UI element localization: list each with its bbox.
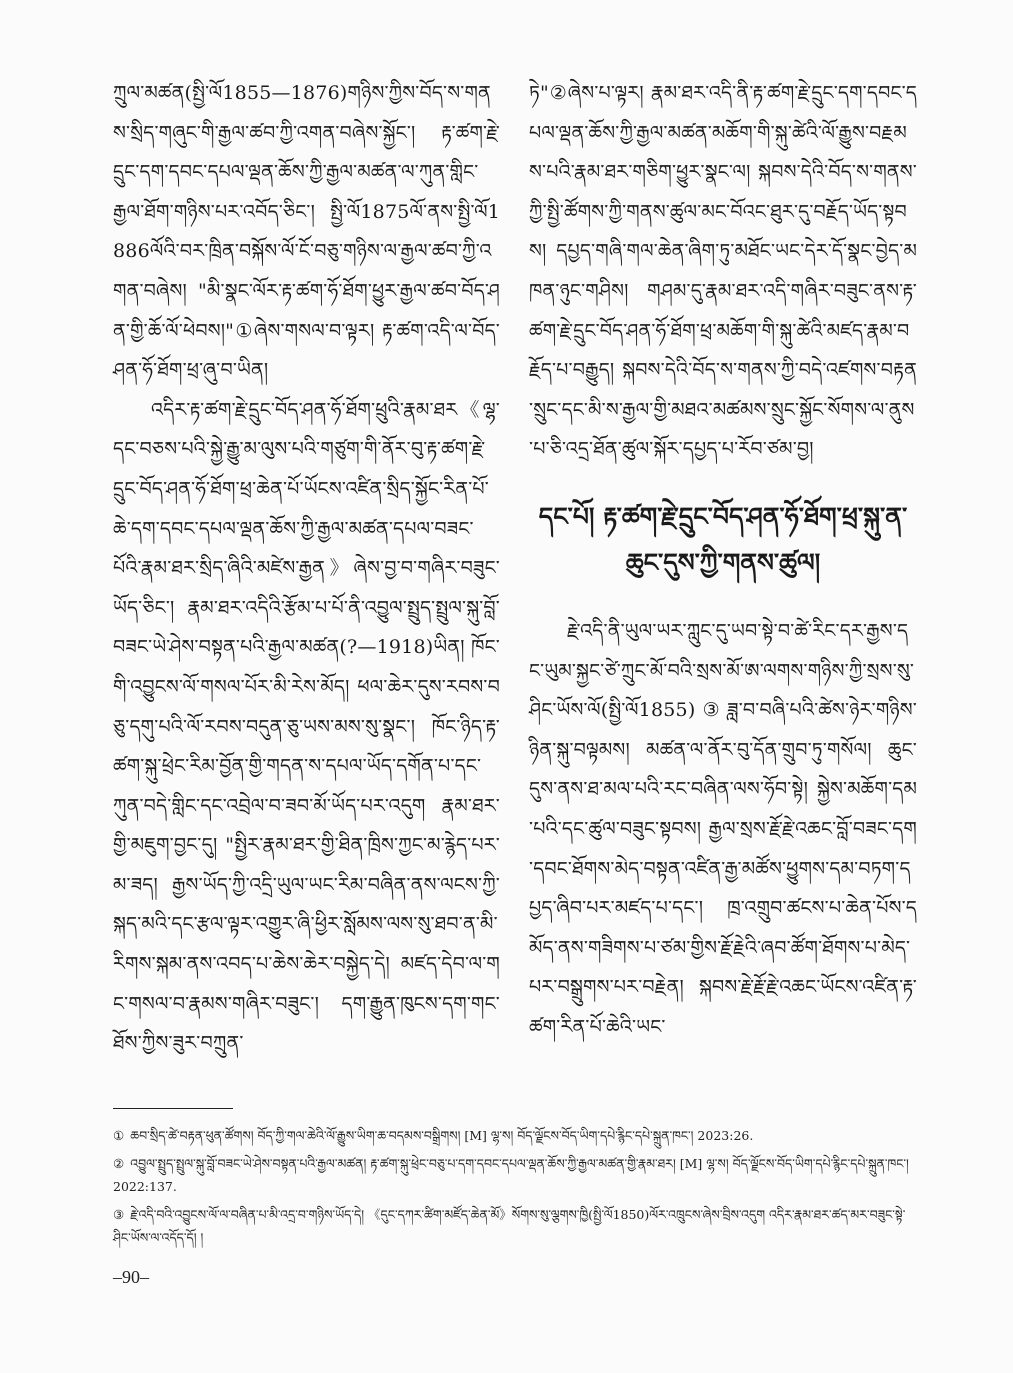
section-heading: དང་པོ། རྟ་ཚག་རྗེ་དྲུང་བོད་ཤན་ཧོ་ཐོག་ཕྲ་སྐུ་ན་ཆུང་དུས་ཀྱི་གནས་ཚུལ། [538,501,908,577]
right-paragraph-2: རྗེ་འདི་ནི་ཡུལ་ཡར་ཀླུང་དུ་ཡབ་སྟེ་བ་ཚེ་རིང་དར་རྒྱས་དང་ཡུམ་སྐྱང་ཙེ་ཀྲུང་མོ་བའི་སྲས་མོ་ཨ་ལགས་གཉིས་ཀྱི་སྲས་སུ་ཤིང་ཡོས་ལོ(སྤྱི་ལོ1855)③ཟླ་བ་བཞི་པའི་ཚེས་ཉེར་གཉིས་ཉིན་སྐུ་བལྟམས། མཚན་ལ་ནོར་བུ་དོན་གྲུབ་ཏུ་གསོལ། ཆུང་དུས་ནས་ཐ་མལ་པའི་རང་བཞིན་ལས་ཧོབ་སྟེ། སྐྱེས་མཆོག་དམ་པའི་དང་ཚུལ་བཟུང་སྟབས། རྒྱལ་སྲས་རྗོ་རྗེ་འཆང་བློ་བཟང་དག་དབང་ཐོགས་མེད་བསྟན་འཛིན་རྒྱ་མཚོས་ཕྱུགས་དམ་བཏག་དཔྱད་ཞིབ་པར་མཛད་པ་དང་། ཁྲ་འགྲུབ་ཚངས་པ་ཆེན་པོས་དམོད་ནས་གཟིགས་པ་ཙམ་གྱིས་རྗོ་རྗེའི་ཞབ་ཚོག་ཐོགས་པ་མེད་པར་བསྒྲུགས་པར་བརྗེན། སྐབས་རྗེ་རྗོ་རྗེ་འཆང་ཡོངས་འཛིན་རྟ་ཚག་རིན་པོ་ཆེའི་ཡང་ [529,619,917,1038]
footnote-3 [113,1203,918,1249]
footnote-3-text: རྗེ་འདི་བའི་འབྱུངས་ལོ་ལ་བཞིན་པ་མི་འདྲ་བ་གཉིས་ཡོད་དེ། 《དུང་དཀར་ཚིག་མཛོད་ཆེན་མོ》སོགས་སུ་ལྕགས་ཁྱི(སྤྱི་ལོ1850)ལོར་འཁྲུངས་ཞེས་བྲིས་འདུག འདིར་རྣམ་ཐར་ཚད་མར་བཟུང་སྟེ་ཤིང་ཡོས་ལ་འདོད་དོ། ། [113,1207,906,1245]
left-column [113,74,500,1064]
footnote-3-number: ③ [113,1207,125,1222]
footnote-2-text: འབྱུལ་སྤྲུད་སྤྲུལ་སྐུ་བློ་བཟང་ཡེ་ཤེས་བསྟན་པའི་རྒྱལ་མཚན། རྟ་ཚག་སྐུ་ཕྲེང་བཅུ་པ་དག་དབང་དཔལ་ལྡན་ཆོས་ཀྱི་རྒྱལ་མཚན་གྱི་རྣམ་ཐར། [M] ལྷ་ས། བོད་ལྗོངས་བོད་ཡིག་དཔེ་རྙིང་དཔེ་སྐྲུན་ཁང་། 2022:137. [113,1156,909,1194]
right-paragraph-1: ཏེ"②ཞེས་པ་ལྟར། རྣམ་ཐར་འདི་ནི་རྟ་ཚག་རྗེ་དྲུང་དག་དབང་དཔལ་ལྡན་ཆོས་ཀྱི་རྒྱལ་མཚན་མཆོག་གི་སྐུ་ཚེའི་ལོ་རྒྱུས་བརྗམས་པའི་རྣམ་ཐར་གཅིག་ཕྱུར་སྣང་ལ། སྐབས་དེའི་བོད་ས་གནས་ཀྱི་སྤྱི་ཚོགས་ཀྱི་གནས་ཚུལ་མང་བོའང་ཐུར་དུ་བརྗོད་ཡོད་སྟབས། དཔྱད་གཞི་གལ་ཆེན་ཞིག་ཏུ་མཐོང་ཡང་དེར་དོ་སྣང་བྱེད་མཁན་ཉུང་གཤིས། གཤམ་དུ་རྣམ་ཐར་འདི་གཞིར་བཟུང་ནས་རྟ་ཚག་རྗེ་དྲུང་བོད་ཤན་ཧོ་ཐོག་ཕྲ་མཆོག་གི་སྐུ་ཚེའི་མཛད་རྣམ་བརྗོད་པ་བརྒྱུད། སྐབས་དེའི་བོད་ས་གནས་ཀྱི་བདེ་འཛགས་བརྟན་སྲུང་དང་མི་ས་རྒྱལ་གྱི་མཐའ་མཚམས་སྲུང་སྐྱོང་སོགས་ལ་ནུས་པ་ཅི་འདྲ་ཐོན་ཚུལ་སྐོར་དཔྱད་པ་རོབ་ཙམ་བྱ། [529,82,917,461]
page-number: –90– [113,1267,149,1287]
left-paragraph-1: ཀྲུལ་མཚན(སྤྱི་ལོ1855—1876)གཉིས་ཀྱིས་བོད་ས་གནས་སྲིད་གཞུང་གི་རྒྱལ་ཚབ་ཀྱི་འགན་བཞེས་སྐྱོང་། རྟ་ཚག་རྗེ་དྲུང་དག་དབང་དཔལ་ལྡན་ཆོས་ཀྱི་རྒྱལ་མཚན་ལ་ཀུན་གླིང་རྒྱལ་ཐོག་གཉིས་པར་འབོད་ཅིང་། སྤྱི་ལོ1875ལོ་ནས་སྤྱི་ལོ1886ལོའི་བར་ཁྲིན་བསྐོས་ལོ་ངོ་བཅུ་གཉིས་ལ་རྒྱལ་ཚབ་ཀྱི་འགན་བཞེས། "མི་སྣང་ལོར་རྟ་ཚག་ཧོ་ཐོག་ཕྱུར་རྒྱལ་ཚབ་བོད་ཤན་གྱི་ཆོ་ལོ་ཕེབས།"①ཞེས་གསལ་བ་ལྟར། རྟ་ཚག་འདི་ལ་བོད་ཤན་ཧོ་ཐོག་ཕྲ་ཞུ་བ་ཡིན། [113,82,500,382]
footnote-1 [113,1124,918,1147]
right-column [529,74,917,1047]
footnotes [113,1124,918,1254]
footnote-2-number: ② [113,1156,125,1171]
footnote-1-text: ཆབ་སྲིད་ཚེ་བརྟན་ཕུན་ཚོགས། བོད་ཀྱི་གལ་ཆེའི་ལོ་རྒྱུས་ཡིག་ཆ་བདམས་བསྒྲིགས། [M] ལྷ་ས། བོད་ལྗོངས་བོད་ཡིག་དཔེ་རྙིང་དཔེ་སྐྲུན་ཁང་། 2023:26. [130,1128,754,1143]
footnote-2 [113,1152,918,1198]
footnote-divider [113,1108,233,1109]
left-paragraph-2: འདིར་རྟ་ཚག་རྗེ་དྲུང་བོད་ཤན་ཧོ་ཐོག་ཕྲུའི་རྣམ་ཐར《ལྷ་དང་བཅས་པའི་སྐྱེ་རྒྱུ་མ་ལུས་པའི་གཙུག་གི་ནོར་བུ་རྟ་ཚག་རྗེ་དྲུང་བོད་ཤན་ཧོ་ཐོག་ཕྲ་ཆེན་པོ་ཡོངས་འཛིན་སྲིད་སྐྱོང་རིན་པོ་ཆེ་དག་དབང་དཔལ་ལྡན་ཆོས་ཀྱི་རྒྱལ་མཚན་དཔལ་བཟང་པོའི་རྣམ་ཐར་སྲིད་ཞིའི་མཛེས་རྒྱན》ཞེས་བྱ་བ་གཞིར་བཟུང་ཡོད་ཅིང་། རྣམ་ཐར་འདིའི་རྩོམ་པ་པོ་ནི་འབྱུལ་སྤྲུད་སྤྲུལ་སྐུ་བློ་བཟང་ཡེ་ཤེས་བསྟན་པའི་རྒྱལ་མཚན(?—1918)ཡིན། ཁོང་གི་འབྱུངས་ལོ་གསལ་པོར་མི་རེས་མོད། ཕལ་ཆེར་དུས་རབས་བཅུ་དགུ་པའི་ལོ་རབས་བདུན་ཅུ་ཡས་མས་སུ་སྣང་། ཁོང་ཉིད་རྟ་ཚག་སྐུ་ཕྲེང་རིམ་བྱོན་གྱི་གདན་ས་དཔལ་ཡོད་དགོན་པ་དང་ཀུན་བདེ་གླིང་དང་འབྲེལ་བ་ཟབ་མོ་ཡོད་པར་འདུག རྣམ་ཐར་གྱི་མཇུག་བྱང་དུ། "སྤྱིར་རྣམ་ཐར་གྱི་ཐིན་ཁྲིས་ཀྱང་མ་རྙེད་པར་མ་ཟད། རྒྱས་ཡོད་ཀྱི་འདྲི་ཡུལ་ཡང་རིམ་བཞིན་ནས་ལངས་ཀྱི་སྐད་མའི་དང་རྩལ་ལྟར་འགྱུར་ཞི་ཕྱིར་སློམས་ལས་སུ་ཐབ་ན་མི་རིགས་སྐམ་ནས་འབད་པ་ཆེས་ཆེར་བསྐྱེད་དེ། མཛད་དེབ་ལ་གང་གསལ་བ་རྣམས་གཞིར་བཟུང་། དག་རྒྱུན་ཁུངས་དག་གང་ཐོས་ཀྱིས་ཟུར་བཀྲུན་ [113,398,500,1055]
footnote-1-number: ① [113,1128,125,1143]
